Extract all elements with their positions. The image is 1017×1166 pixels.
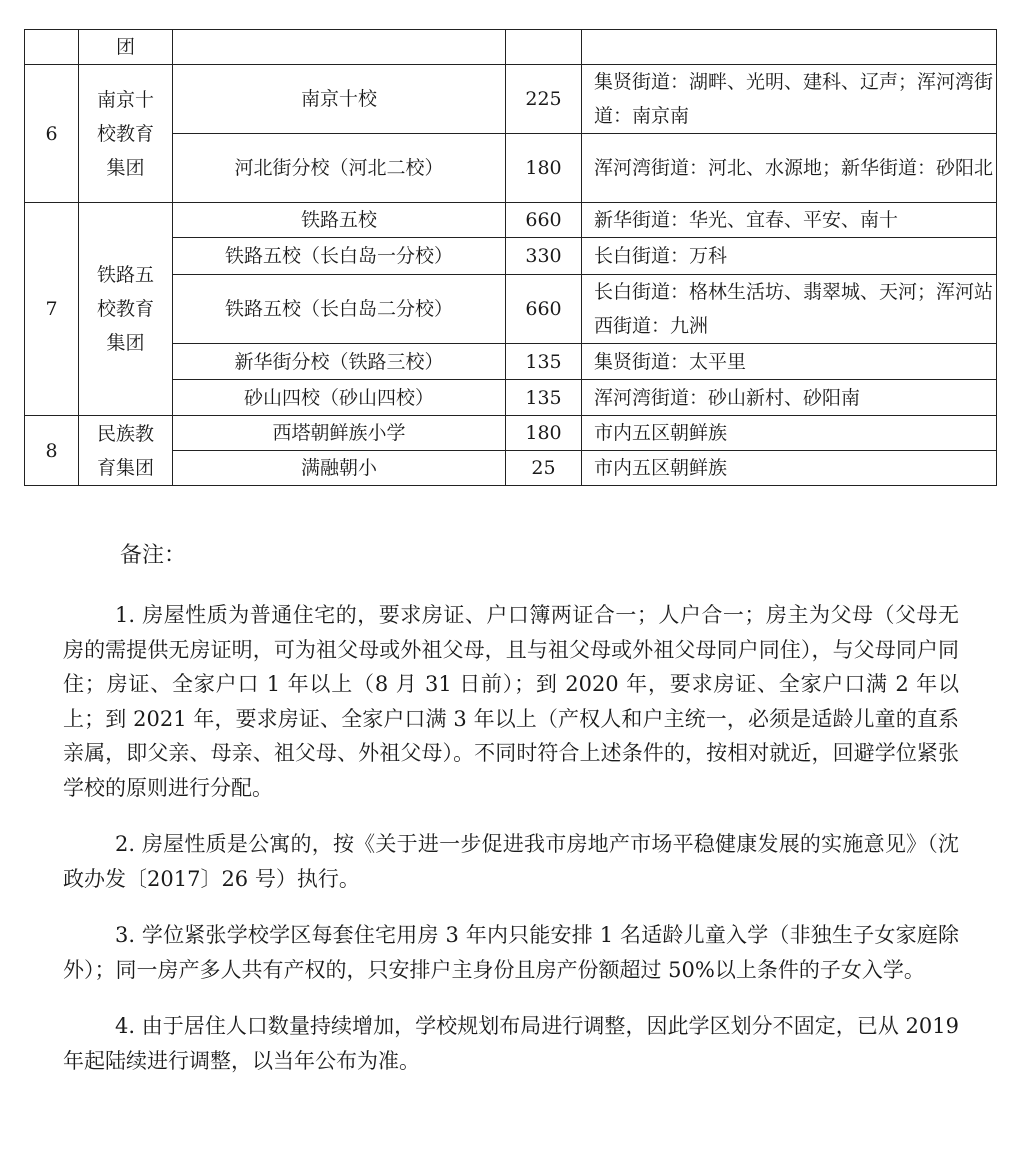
table-row <box>25 30 997 65</box>
group-name: 南京十校教育集团 <box>79 65 173 203</box>
district-area: 集贤街道：太平里 <box>582 344 997 380</box>
notes-section <box>63 536 959 1078</box>
table-row <box>25 416 997 451</box>
table-row <box>25 65 997 134</box>
district-area: 浑河湾街道：河北、水源地；新华街道：砂阳北 <box>582 134 997 203</box>
group-name: 民族教育集团 <box>79 416 173 486</box>
enrollment-count: 180 <box>506 134 582 203</box>
district-area: 市内五区朝鲜族 <box>582 451 997 486</box>
district-area: 浑河湾街道：砂山新村、砂阳南 <box>582 380 997 416</box>
notes-heading: 备注： <box>120 543 187 568</box>
school-name: 新华街分校（铁路三校） <box>173 344 506 380</box>
note-item: 4. 由于居住人口数量持续增加，学校规划布局进行调整，因此学区划分不固定，已从 2019 年起陆续进行调整，以当年公布为准。 <box>63 1014 959 1073</box>
enrollment-count: 135 <box>506 380 582 416</box>
school-name: 河北街分校（河北二校） <box>173 134 506 203</box>
enrollment-count: 225 <box>506 65 582 134</box>
note-item: 2. 房屋性质是公寓的，按《关于进一步促进我市房地产市场平稳健康发展的实施意见》（沈政办发〔2017〕26 号）执行。 <box>63 832 959 891</box>
row-number: 8 <box>25 416 79 486</box>
district-area: 市内五区朝鲜族 <box>582 416 997 451</box>
school-name: 南京十校 <box>173 65 506 134</box>
district-area: 长白街道：格林生活坊、翡翠城、天河；浑河站西街道：九洲 <box>582 275 997 344</box>
enrollment-count: 330 <box>506 238 582 275</box>
school-name: 铁路五校（长白岛二分校） <box>173 275 506 344</box>
district-area: 新华街道：华光、宜春、平安、南十 <box>582 203 997 238</box>
district-area: 长白街道：万科 <box>582 238 997 275</box>
school-name <box>173 30 506 65</box>
district-area: 集贤街道：湖畔、光明、建科、辽声；浑河湾街道：南京南 <box>582 65 997 134</box>
enrollment-count: 135 <box>506 344 582 380</box>
group-name: 团 <box>79 30 173 65</box>
school-district-table <box>24 29 997 486</box>
school-name: 满融朝小 <box>173 451 506 486</box>
enrollment-count: 180 <box>506 416 582 451</box>
enrollment-count: 660 <box>506 203 582 238</box>
row-number <box>25 30 79 65</box>
table-row <box>25 203 997 238</box>
group-name: 铁路五校教育集团 <box>79 203 173 416</box>
row-number: 6 <box>25 65 79 203</box>
note-item: 1. 房屋性质为普通住宅的，要求房证、户口簿两证合一；人户合一；房主为父母（父母无房的需提供无房证明，可为祖父母或外祖父母，且与祖父母或外祖父母同户同住），与父母同户同住；房证、全家户口 1 年以上（8 月 31 日前）；到 2020 年，要求房证、全家户口满 2 年以上；到 2021 年，要求房证、全家户口满 3 年以上（产权人和户主统一，必须是适龄儿童的直系亲属，即父亲、母亲、祖父母、外祖父母）。不同时符合上述条件的，按相对就近，回避学位紧张学校的原则进行分配。 <box>63 603 959 800</box>
district-area <box>582 30 997 65</box>
school-name: 铁路五校（长白岛一分校） <box>173 238 506 275</box>
enrollment-count <box>506 30 582 65</box>
school-name: 西塔朝鲜族小学 <box>173 416 506 451</box>
note-item: 3. 学位紧张学校学区每套住宅用房 3 年内只能安排 1 名适龄儿童入学（非独生子女家庭除外）；同一房产多人共有产权的，只安排户主身份且房产份额超过 50%以上条件的子女入学。 <box>63 923 959 982</box>
school-name: 铁路五校 <box>173 203 506 238</box>
school-name: 砂山四校（砂山四校） <box>173 380 506 416</box>
enrollment-count: 25 <box>506 451 582 486</box>
enrollment-count: 660 <box>506 275 582 344</box>
row-number: 7 <box>25 203 79 416</box>
